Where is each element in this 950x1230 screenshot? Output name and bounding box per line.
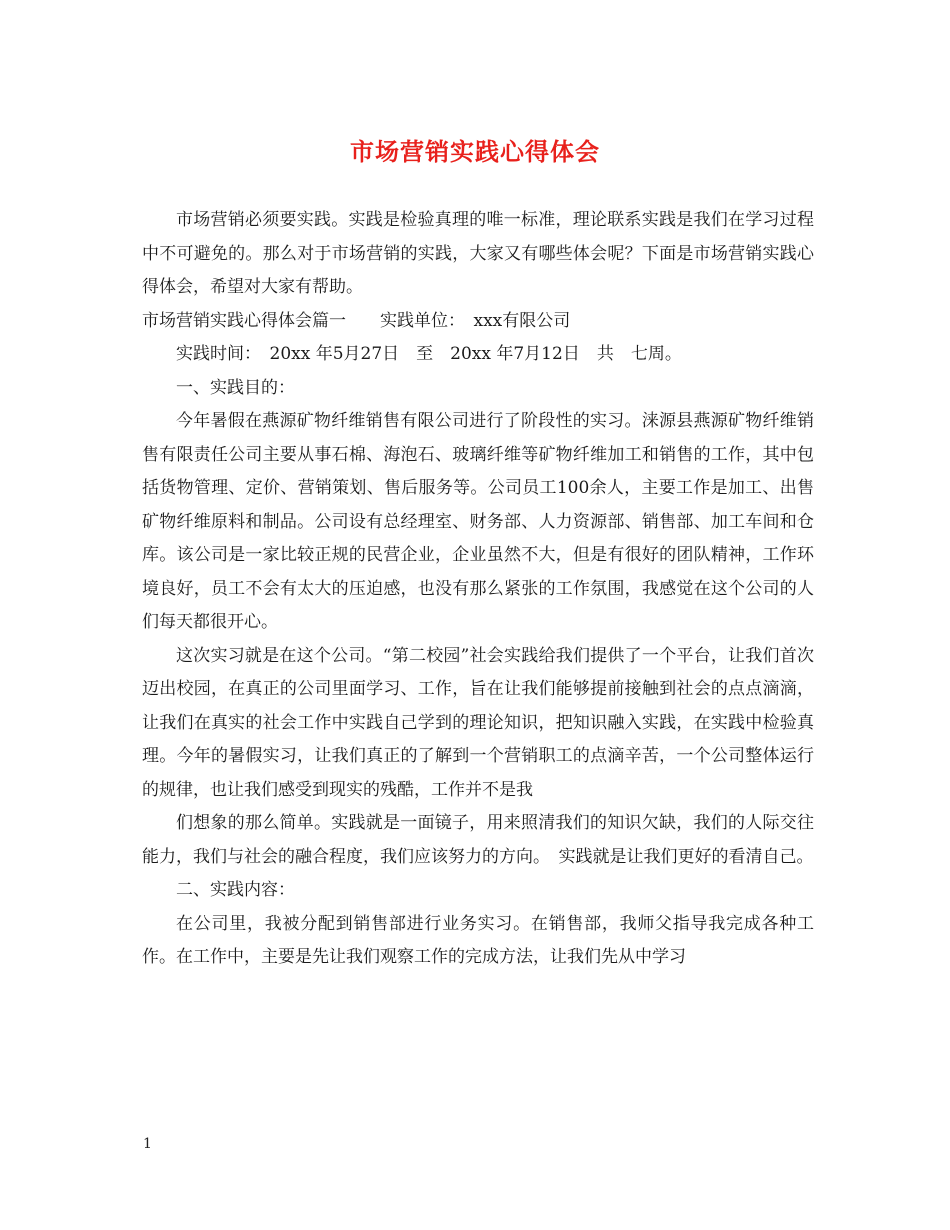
paragraph-reflection: 们想象的那么简单。实践就是一面镜子，用来照清我们的知识欠缺，我们的人际交往能力，我们与社会的融合程度，我们应该努力的方向。 实践就是让我们更好的看清自己。	[142, 813, 814, 867]
page-number: 1	[143, 1136, 152, 1152]
paragraph-company-description: 今年暑假在燕源矿物纤维销售有限公司进行了阶段性的实习。涞源县燕源矿物纤维销售有限责任公司主要从事石棉、海泡石、玻璃纤维等矿物纤维加工和销售的工作，其中包括货物管理、定价、营销策划、售后服务等。公司员工100余人，主要工作是加工、出售矿物纤维原料和制品。公司设有总经理室、财务部、人力资源部、销售部、加工车间和仓库。该公司是一家比较正规的民营企业，企业虽然不大，但是有很好的团队精神，工作环境良好，员工不会有太大的压迫感，也没有那么紧张的工作氛围，我感觉在这个公司的人们每天都很开心。	[142, 411, 814, 632]
paragraph-section-header: 市场营销实践心得体会篇一 实践单位： xxx有限公司	[142, 310, 571, 331]
document-body	[142, 204, 814, 975]
paragraph-practice-time: 实践时间： 20xx 年5月27日 至 20xx 年7月12日 共 七周。	[176, 344, 682, 364]
paragraph-sales-department: 在公司里，我被分配到销售部进行业务实习。在销售部，我师父指导我完成各种工作。在工作中，主要是先让我们观察工作的完成方法，让我们先从中学习	[142, 913, 814, 967]
document-title: 市场营销实践心得体会	[350, 137, 600, 166]
heading-practice-purpose: 一、实践目的：	[176, 377, 295, 398]
heading-practice-content: 二、实践内容：	[176, 880, 295, 900]
paragraph-intro: 市场营销必须要实践。实践是检验真理的唯一标准，理论联系实践是我们在学习过程中不可避免的。那么对于市场营销的实践，大家又有哪些体会呢？下面是市场营销实践心得体会，希望对大家有帮助。	[142, 210, 814, 297]
paragraph-internship-experience: 这次实习就是在这个公司。“第二校园”社会实践给我们提供了一个平台，让我们首次迈出校园，在真正的公司里面学习、工作，旨在让我们能够提前接触到社会的点点滴滴，让我们在真实的社会工作中实践自己学到的理论知识，把知识融入实践，在实践中检验真理。今年的暑假实习，让我们真正的了解到一个营销职工的点滴辛苦，一个公司整体运行的规律，也让我们感受到现实的残酷，工作并不是我	[142, 645, 814, 800]
